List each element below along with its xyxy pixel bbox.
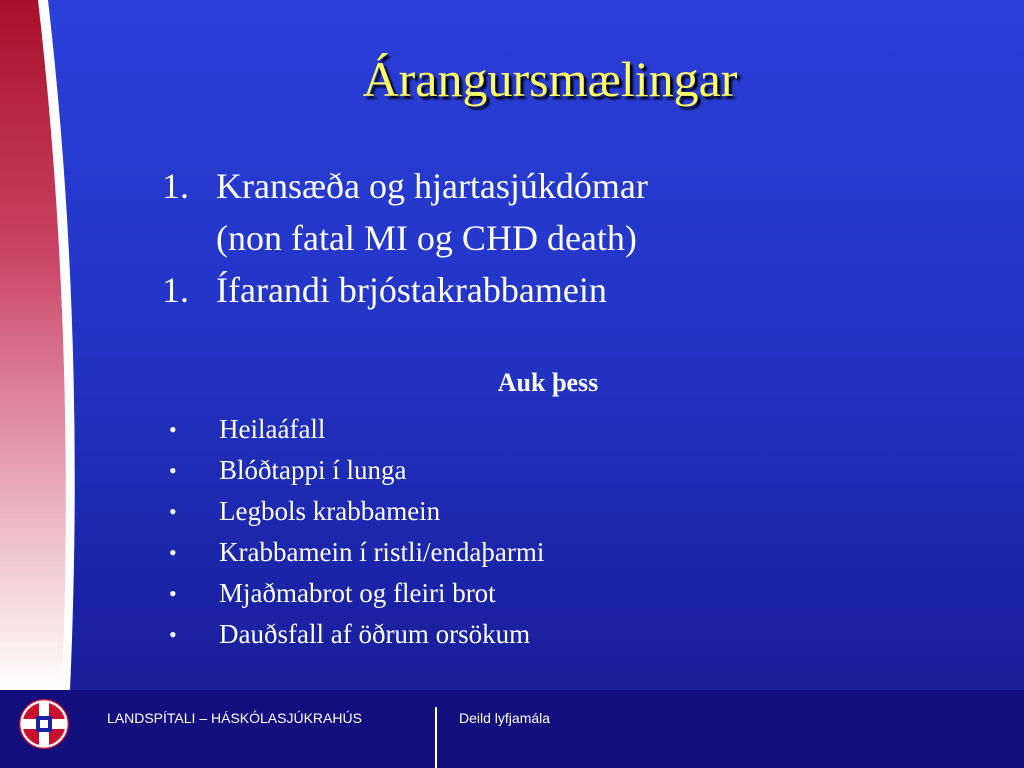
bullet-icon: •	[169, 499, 177, 524]
bullet-icon: •	[169, 581, 177, 606]
bullet-icon: •	[169, 458, 177, 483]
primary-outcome-item	[162, 160, 962, 264]
bullet-icon: •	[169, 622, 177, 647]
list-item	[165, 532, 865, 573]
secondary-outcomes-list	[165, 409, 865, 655]
secondary-outcome-text: Heilaáfall	[219, 414, 326, 444]
footer-organization: LANDSPÍTALI – HÁSKÓLASJÚKRAHÚS	[107, 710, 362, 726]
bullet-icon: •	[169, 540, 177, 565]
list-number: 1.	[162, 270, 189, 310]
secondary-heading: Auk þess	[497, 368, 599, 397]
list-item	[165, 491, 865, 532]
secondary-outcome-text: Dauðsfall af öðrum orsökum	[219, 619, 531, 649]
footer-divider	[435, 707, 437, 768]
list-number: 1.	[162, 166, 189, 206]
decorative-red-band	[0, 0, 90, 690]
bullet-icon: •	[169, 417, 177, 442]
primary-outcome-item	[162, 264, 962, 316]
primary-outcome-line: Ífarandi brjóstakrabbamein	[216, 270, 607, 310]
primary-outcomes-list	[162, 160, 962, 316]
primary-outcome-line: Kransæða og hjartasjúkdómar	[216, 166, 648, 206]
footer-bar	[0, 690, 1024, 768]
landspitali-cross-logo-icon	[18, 698, 70, 750]
footer-department: Deild lyfjamála	[459, 710, 551, 726]
list-item	[165, 573, 865, 614]
list-item	[165, 450, 865, 491]
secondary-outcome-text: Krabbamein í ristli/endaþarmi	[219, 537, 545, 567]
list-item	[165, 409, 865, 450]
primary-outcome-text	[216, 160, 962, 264]
primary-outcome-text	[216, 264, 962, 316]
slide-title: Árangursmælingar	[362, 51, 738, 107]
secondary-outcome-text: Mjaðmabrot og fleiri brot	[219, 578, 496, 608]
secondary-outcome-text: Legbols krabbamein	[219, 496, 441, 526]
list-item	[165, 614, 865, 655]
secondary-outcome-text: Blóðtappi í lunga	[219, 455, 407, 485]
primary-outcome-line: (non fatal MI og CHD death)	[216, 218, 637, 258]
